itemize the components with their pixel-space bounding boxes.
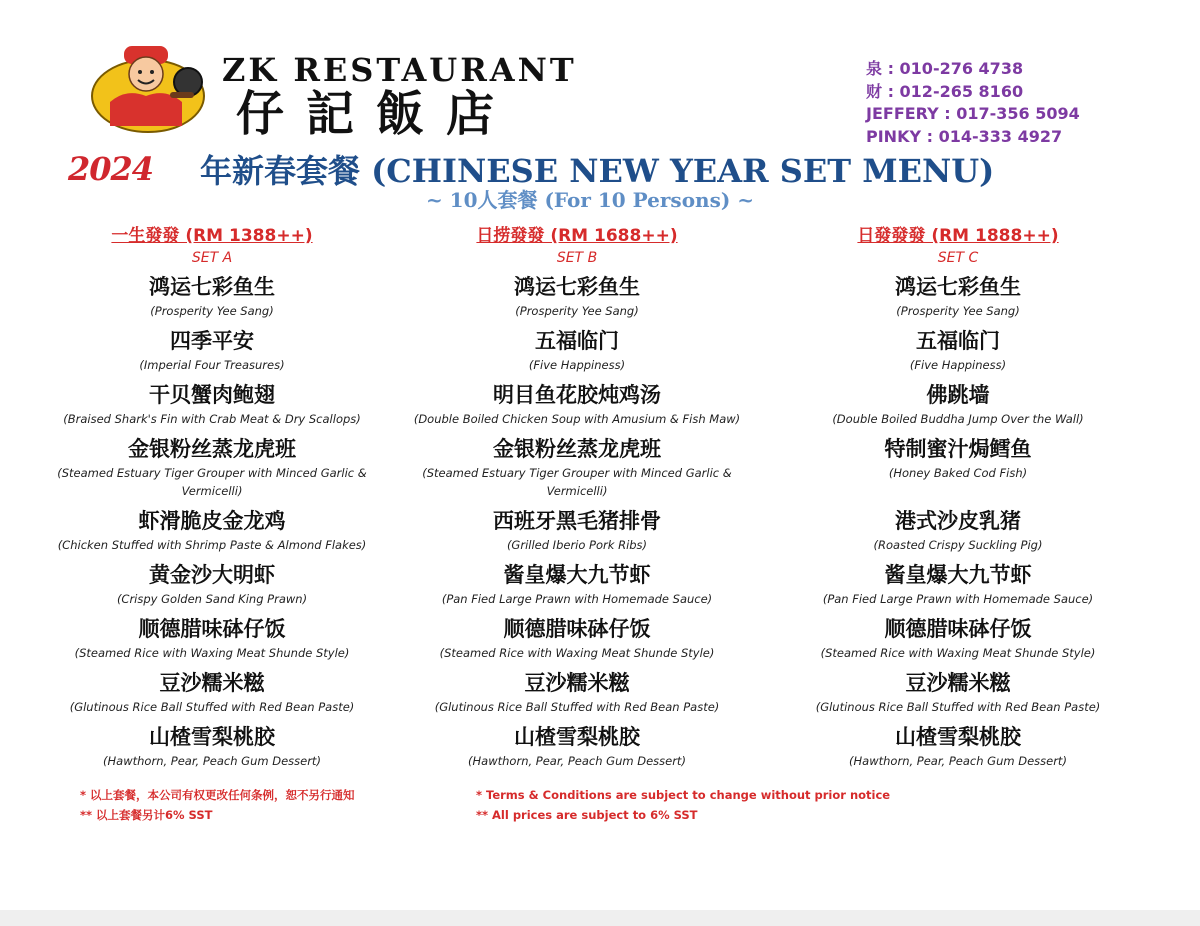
set-code: SET A — [191, 250, 233, 266]
dish-name-zh: 明目鱼花胶炖鸡汤 — [493, 383, 661, 407]
contact-line: PINKY : 014-333 4927 — [866, 126, 1063, 146]
dish-name-zh: 鸿运七彩鱼生 — [895, 275, 1021, 299]
dish-name-zh: 金银粉丝蒸龙虎班 — [493, 437, 661, 461]
dish-item — [788, 560, 1128, 614]
set-name: 日捞發發 (RM 1688++) — [476, 226, 678, 246]
dish-item — [788, 434, 1128, 506]
set-column-b — [407, 224, 747, 776]
note-line: * Terms & Conditions are subject to change without prior notice — [476, 788, 891, 802]
dish-name-zh: 鸿运七彩鱼生 — [514, 275, 640, 299]
dish-name-zh: 港式沙皮乳猪 — [895, 509, 1021, 533]
dish-name-en: (Double Boiled Buddha Jump Over the Wall) — [832, 412, 1084, 426]
dish-name-en: (Grilled Iberio Pork Ribs) — [506, 538, 648, 552]
dish-item — [407, 668, 747, 722]
dish-name-en: (Prosperity Yee Sang) — [515, 304, 639, 318]
dish-name-zh: 黄金沙大明虾 — [149, 563, 275, 587]
dish-name-zh: 山楂雪梨桃胶 — [514, 725, 640, 749]
dish-name-zh: 特制蜜汁焗鳕鱼 — [884, 437, 1032, 461]
bottom-strip — [0, 910, 1200, 926]
dish-item — [407, 560, 747, 614]
note-line: * 以上套餐，本公司有权更改任何条例，恕不另行通知 — [80, 788, 355, 802]
set-name: 日發發發 (RM 1888++) — [857, 226, 1059, 246]
chef-mascot-icon — [86, 40, 214, 136]
dish-name-en: (Prosperity Yee Sang) — [896, 304, 1020, 318]
notes-zh — [80, 785, 355, 825]
dish-name-zh: 顺德腊味砵仔饭 — [503, 617, 651, 641]
dish-name-zh: 山楂雪梨桃胶 — [895, 725, 1021, 749]
dish-name-en: (Pan Fied Large Prawn with Homemade Sauce) — [822, 592, 1094, 606]
dish-item — [407, 380, 747, 434]
dish-item — [788, 326, 1128, 380]
dish-name-en: (Steamed Estuary Tiger Grouper with Minced Garlic & Vermicelli) — [57, 466, 367, 498]
set-column-c — [788, 224, 1128, 776]
dish-item — [788, 614, 1128, 668]
dish-name-en: (Imperial Four Treasures) — [139, 358, 285, 372]
dish-name-en: (Braised Shark's Fin with Crab Meat & Dry Scallops) — [63, 412, 361, 426]
dish-name-zh: 酱皇爆大九节虾 — [884, 563, 1032, 587]
dish-name-zh: 虾滑脆皮金龙鸡 — [138, 509, 286, 533]
contact-line: 财 : 012-265 8160 — [866, 81, 1024, 101]
dish-name-zh: 顺德腊味砵仔饭 — [884, 617, 1032, 641]
set-code: SET C — [937, 250, 979, 266]
notes-en — [476, 785, 890, 825]
dish-name-zh: 五福临门 — [535, 329, 619, 353]
dish-name-en: (Hawthorn, Pear, Peach Gum Dessert) — [103, 754, 321, 768]
contact-line: JEFFERY : 017-356 5094 — [866, 104, 1080, 123]
dish-item — [42, 668, 382, 722]
dish-name-zh: 豆沙糯米糍 — [524, 671, 630, 695]
dish-name-en: (Steamed Estuary Tiger Grouper with Minced Garlic & Vermicelli) — [422, 466, 732, 498]
dish-name-zh: 佛跳墙 — [926, 383, 990, 407]
dish-item — [788, 380, 1128, 434]
dish-name-en: (Roasted Crispy Suckling Pig) — [873, 538, 1043, 552]
dish-item — [42, 434, 382, 506]
dish-item — [788, 668, 1128, 722]
dish-name-en: (Steamed Rice with Waxing Meat Shunde Style) — [820, 646, 1096, 660]
dish-name-zh: 金银粉丝蒸龙虎班 — [128, 437, 296, 461]
dish-item — [407, 614, 747, 668]
dish-item — [42, 380, 382, 434]
dish-name-zh: 四季平安 — [170, 329, 254, 353]
year-mark: 2024 — [68, 150, 154, 188]
dish-name-zh: 豆沙糯米糍 — [159, 671, 265, 695]
brand-name-en: ZK RESTAURANT — [222, 51, 577, 89]
dish-name-en: (Prosperity Yee Sang) — [150, 304, 274, 318]
dish-item — [42, 560, 382, 614]
set-code: SET B — [556, 250, 598, 266]
page-title: 年新春套餐 (CHINESE NEW YEAR SET MENU) — [200, 152, 995, 190]
dish-name-en: (Honey Baked Cod Fish) — [888, 466, 1028, 480]
dish-name-en: (Pan Fied Large Prawn with Homemade Sauce) — [441, 592, 713, 606]
dish-name-zh: 五福临门 — [916, 329, 1000, 353]
dish-name-zh: 西班牙黑毛猪排骨 — [493, 509, 661, 533]
note-line: ** 以上套餐另计6% SST — [80, 808, 213, 822]
set-name: 一生發發 (RM 1388++) — [111, 226, 313, 246]
dish-item — [42, 272, 382, 326]
dish-name-en: (Glutinous Rice Ball Stuffed with Red Bean Paste) — [69, 700, 355, 714]
dish-name-zh: 山楂雪梨桃胶 — [149, 725, 275, 749]
dish-item — [42, 722, 382, 776]
dish-name-en: (Double Boiled Chicken Soup with Amusium & Fish Maw) — [413, 412, 741, 426]
dish-name-en: (Five Happiness) — [528, 358, 626, 372]
dish-name-zh: 顺德腊味砵仔饭 — [138, 617, 286, 641]
brand-name-zh: 仔記飯店 — [236, 86, 517, 142]
dish-name-zh: 酱皇爆大九节虾 — [503, 563, 651, 587]
dish-name-en: (Glutinous Rice Ball Stuffed with Red Bean Paste) — [434, 700, 720, 714]
dish-item — [42, 326, 382, 380]
dish-item — [407, 722, 747, 776]
dish-item — [788, 272, 1128, 326]
dish-name-zh: 鸿运七彩鱼生 — [149, 275, 275, 299]
contact-list — [866, 58, 1080, 148]
dish-name-en: (Hawthorn, Pear, Peach Gum Dessert) — [468, 754, 686, 768]
dish-name-en: (Hawthorn, Pear, Peach Gum Dessert) — [849, 754, 1067, 768]
dish-name-en: (Crispy Golden Sand King Prawn) — [116, 592, 308, 606]
contact-line: 泉 : 010-276 4738 — [866, 59, 1024, 78]
dish-item — [42, 506, 382, 560]
note-line: ** All prices are subject to 6% SST — [476, 808, 698, 822]
set-column-a — [42, 224, 382, 776]
dish-item — [407, 434, 747, 506]
dish-item — [788, 722, 1128, 776]
page-subtitle: ~ 10人套餐 (For 10 Persons) ~ — [425, 188, 755, 212]
dish-name-zh: 豆沙糯米糍 — [905, 671, 1011, 695]
dish-item — [407, 506, 747, 560]
dish-item — [407, 326, 747, 380]
dish-name-en: (Five Happiness) — [909, 358, 1007, 372]
dish-name-zh: 干贝蟹肉鲍翅 — [149, 383, 275, 407]
dish-name-en: (Steamed Rice with Waxing Meat Shunde Style) — [439, 646, 715, 660]
dish-item — [42, 614, 382, 668]
dish-name-en: (Steamed Rice with Waxing Meat Shunde Style) — [74, 646, 350, 660]
dish-name-en: (Glutinous Rice Ball Stuffed with Red Bean Paste) — [815, 700, 1101, 714]
dish-item — [407, 272, 747, 326]
dish-name-en: (Chicken Stuffed with Shrimp Paste & Almond Flakes) — [57, 538, 367, 552]
dish-item — [788, 506, 1128, 560]
